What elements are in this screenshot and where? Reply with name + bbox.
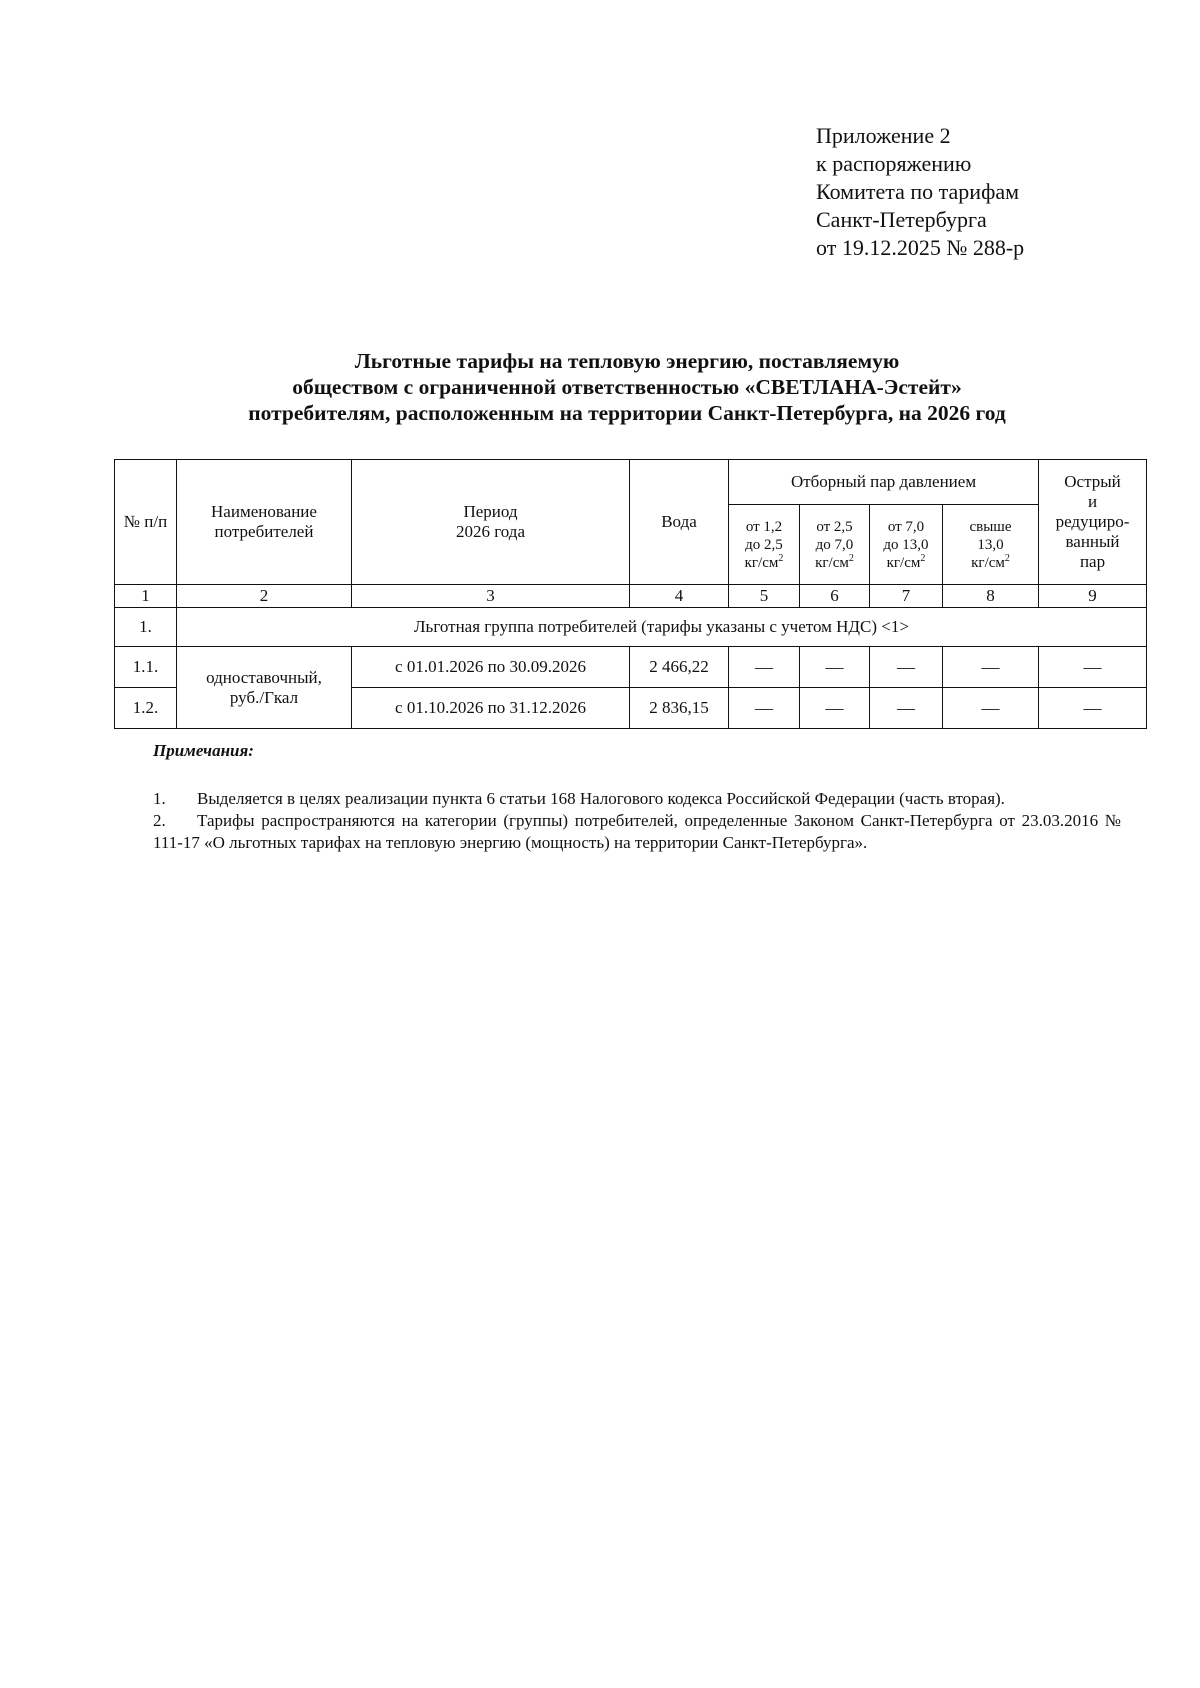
notes-heading: Примечания: bbox=[153, 741, 254, 760]
row-steam-1: — bbox=[729, 647, 800, 688]
title-line: обществом с ограниченной ответственностью «СВЕТЛАНА-Эстейт» bbox=[292, 375, 962, 399]
notes-list bbox=[153, 788, 1121, 854]
tariff-table bbox=[114, 459, 1147, 729]
header-steam-line: от 7,0 bbox=[887, 518, 925, 535]
header-steam-2 bbox=[800, 505, 870, 585]
appendix-block bbox=[816, 122, 1024, 262]
row-water: 2 466,22 bbox=[630, 647, 729, 688]
header-sharp-steam bbox=[1039, 460, 1147, 585]
header-steam-unit bbox=[802, 554, 867, 572]
row-period: с 01.10.2026 по 31.12.2026 bbox=[352, 688, 630, 729]
consumer-type-line: руб./Гкал bbox=[229, 687, 299, 707]
header-steam-3 bbox=[870, 505, 943, 585]
row-sharp-steam: — bbox=[1039, 647, 1147, 688]
header-sharp-line: Острый bbox=[1064, 472, 1121, 491]
title-line: Льготные тарифы на тепловую энергию, поставляемую bbox=[354, 349, 900, 373]
header-steam-line: 13,0 bbox=[977, 536, 1004, 553]
row-steam-3: — bbox=[870, 647, 943, 688]
header-sharp-line: редуциро- bbox=[1055, 512, 1130, 531]
appendix-line: Санкт-Петербурга bbox=[816, 207, 987, 232]
document-title bbox=[110, 348, 1144, 426]
note-text: Выделяется в целях реализации пункта 6 статьи 168 Налогового кодекса Российской Федерации (часть вторая). bbox=[197, 789, 1005, 808]
unit-text: кг/см bbox=[971, 554, 1005, 571]
appendix-line: от 19.12.2025 № 288-р bbox=[816, 235, 1025, 260]
note-number: 2. bbox=[153, 811, 166, 830]
header-steam-unit bbox=[945, 554, 1036, 572]
row-period: с 01.01.2026 по 30.09.2026 bbox=[352, 647, 630, 688]
header-row bbox=[115, 460, 1147, 505]
note-text: Тарифы распространяются на категории (группы) потребителей, определенные Законом Санкт-Петербурга от 23.03.2016 № 111-17 «О льготных тарифах на тепловую энергию (мощность) на территории Санкт-Петербурга». bbox=[153, 811, 1121, 852]
consumer-type bbox=[177, 647, 352, 729]
header-steam-4 bbox=[943, 505, 1039, 585]
header-name: Наименование потребителей bbox=[177, 460, 352, 585]
header-steam-1 bbox=[729, 505, 800, 585]
column-number: 4 bbox=[630, 585, 729, 608]
header-sharp-line: и bbox=[1087, 492, 1098, 511]
appendix-line: Комитета по тарифам bbox=[816, 179, 1020, 204]
unit-sup: 2 bbox=[920, 552, 926, 564]
row-num: 1.1. bbox=[115, 647, 177, 688]
header-num: № п/п bbox=[115, 460, 177, 585]
header-steam-line: от 2,5 bbox=[816, 518, 853, 535]
row-steam-2: — bbox=[800, 688, 870, 729]
header-steam-line: до 13,0 bbox=[883, 536, 929, 553]
unit-text: кг/см bbox=[815, 554, 849, 571]
header-steam-line: от 1,2 bbox=[745, 518, 783, 535]
row-steam-2: — bbox=[800, 647, 870, 688]
unit-sup: 2 bbox=[848, 552, 854, 564]
unit-sup: 2 bbox=[1004, 552, 1010, 564]
header-steam-line: до 2,5 bbox=[745, 536, 783, 553]
header-steam-line: свыше bbox=[969, 518, 1012, 535]
header-steam-line: до 7,0 bbox=[815, 536, 854, 553]
header-sharp-line: ванный bbox=[1065, 532, 1120, 551]
note-item bbox=[153, 788, 1121, 810]
group-row bbox=[115, 608, 1147, 647]
row-water: 2 836,15 bbox=[630, 688, 729, 729]
unit-text: кг/см bbox=[886, 554, 921, 571]
row-steam-4: — bbox=[943, 647, 1039, 688]
note-number: 1. bbox=[153, 789, 166, 808]
column-number: 5 bbox=[729, 585, 800, 608]
column-number: 6 bbox=[800, 585, 870, 608]
table-row bbox=[115, 647, 1147, 688]
row-sharp-steam: — bbox=[1039, 688, 1147, 729]
column-number: 2 bbox=[177, 585, 352, 608]
header-period-line: Период bbox=[463, 502, 518, 521]
row-steam-4: — bbox=[943, 688, 1039, 729]
row-steam-1: — bbox=[729, 688, 800, 729]
header-sharp-line: пар bbox=[1079, 552, 1106, 571]
title-line: потребителям, расположенным на территории Санкт-Петербурга, на 2026 год bbox=[248, 401, 1006, 425]
header-steam-unit bbox=[731, 554, 797, 572]
row-steam-3: — bbox=[870, 688, 943, 729]
group-num: 1. bbox=[115, 608, 177, 647]
header-steam-unit bbox=[872, 554, 940, 572]
column-number: 3 bbox=[352, 585, 630, 608]
note-item bbox=[153, 810, 1121, 854]
group-label: Льготная группа потребителей (тарифы указаны с учетом НДС) <1> bbox=[177, 608, 1147, 647]
column-number: 8 bbox=[943, 585, 1039, 608]
appendix-line: Приложение 2 bbox=[816, 123, 951, 148]
column-number: 9 bbox=[1039, 585, 1147, 608]
header-water: Вода bbox=[630, 460, 729, 585]
header-steam-group: Отборный пар давлением bbox=[729, 460, 1039, 505]
header-period-line: 2026 года bbox=[455, 522, 525, 541]
unit-text: кг/см bbox=[744, 554, 779, 571]
column-number: 7 bbox=[870, 585, 943, 608]
header-period bbox=[352, 460, 630, 585]
unit-sup: 2 bbox=[778, 552, 784, 564]
row-num: 1.2. bbox=[115, 688, 177, 729]
appendix-line: к распоряжению bbox=[816, 151, 972, 176]
column-number: 1 bbox=[115, 585, 177, 608]
consumer-type-line: одноставочный, bbox=[206, 667, 322, 687]
column-number-row bbox=[115, 585, 1147, 608]
